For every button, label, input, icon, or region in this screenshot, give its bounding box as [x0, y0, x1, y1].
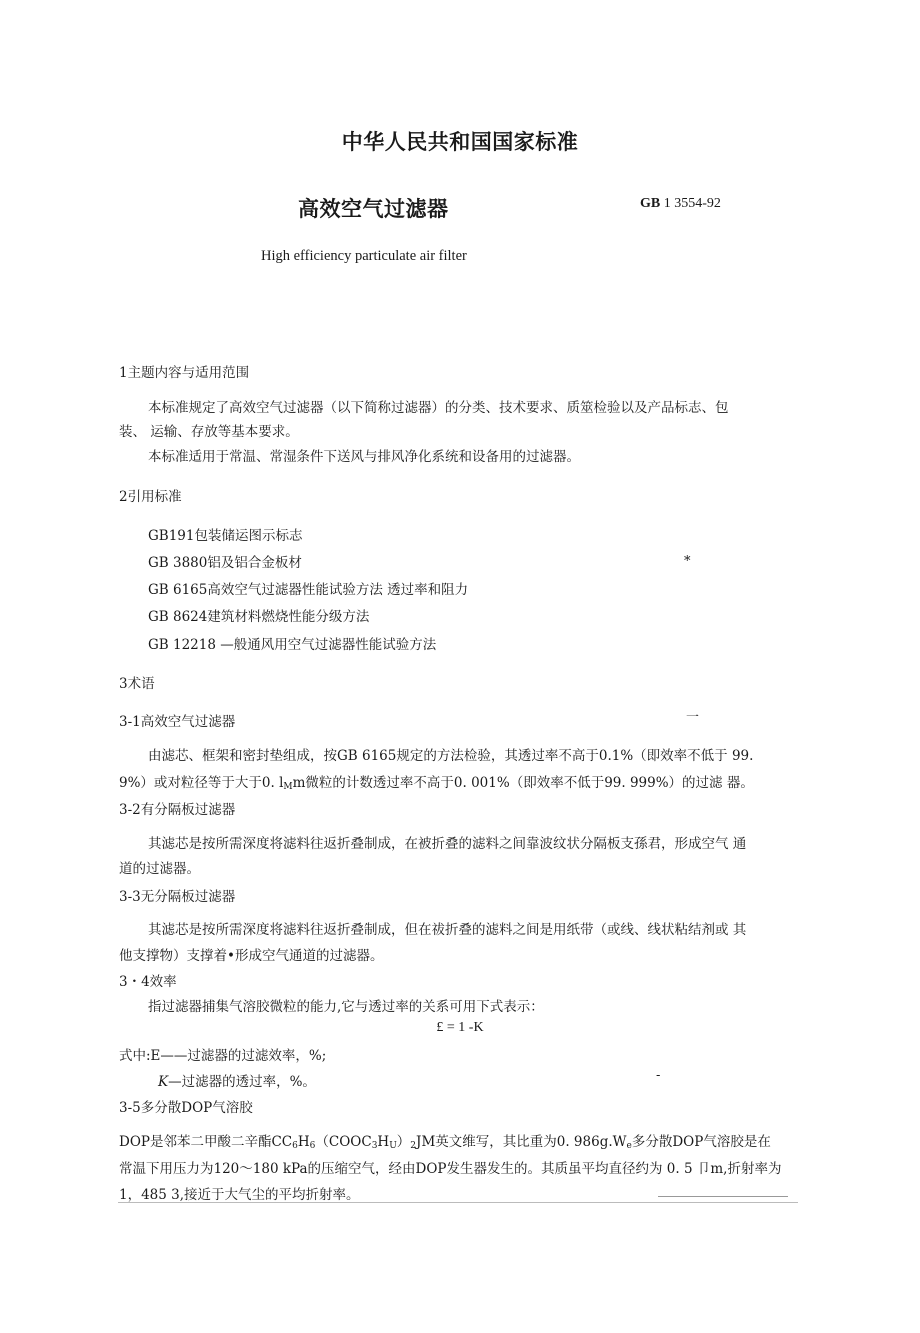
standard-code-prefix: GB — [640, 196, 661, 211]
text-run: 9%）或对粒径等于大于0. l — [119, 775, 284, 791]
section-1-paragraph-1-line-1: 本标准规定了高效空气过滤器（以下简称过滤器）的分类、技术要求、质筮检验以及产品标志、包 — [148, 400, 729, 416]
section-3-3-line-1: 其滤芯是按所需深度将滤料往返折叠制成，但在祓折叠的滤料之间是用纸带（或线、线状粘结剂或 其 — [148, 922, 747, 938]
text-run: m微粒的计数透过率不高于0. 001%（即效率不低于99. 999%）的过滤 器。 — [292, 775, 754, 791]
dash-mark: 一 — [686, 710, 700, 725]
subscript: 6 — [292, 1141, 298, 1151]
section-3-5-line-3: 1，485 3,接近于大气尘的平均折射率。 — [119, 1187, 360, 1203]
dash-mark: - — [656, 1068, 661, 1083]
reference-item: GB 6165高效空气过滤器性能试验方法 透过率和阻力 — [148, 582, 469, 598]
subscript: M — [283, 782, 293, 792]
text-run: JM英文维写，其比重为0. 986g.W — [416, 1134, 627, 1150]
section-3-5-line-1 — [119, 1130, 771, 1151]
section-3-2-heading: 3-2有分隔板过滤器 — [119, 802, 236, 818]
english-title: High efficiency particulate air filter — [261, 248, 467, 264]
subscript: U — [389, 1141, 397, 1151]
footer-short-rule — [658, 1196, 788, 1197]
subscript: e — [626, 1141, 632, 1151]
section-1-heading: 1主题内容与适用范围 — [119, 365, 250, 381]
reference-item: GB191包装储运图示标志 — [148, 528, 303, 544]
subscript: 6 — [309, 1141, 316, 1151]
section-3-1-heading: 3-1高效空气过滤器 — [119, 714, 236, 730]
k-symbol: K — [158, 1074, 169, 1090]
section-3-3-line-2: 他支撑物）支撑着•形成空气通道的过滤器。 — [119, 948, 384, 964]
text-run: H — [377, 1134, 390, 1150]
standard-code-number: 1 3554-92 — [663, 196, 721, 211]
reference-item: GB 12218 —般通风用空气过滤器性能试验方法 — [148, 637, 437, 653]
section-2-heading: 2引用标准 — [119, 489, 182, 505]
where-line-2 — [158, 1070, 316, 1090]
section-3-5-line-2: 常温下用压力为120～180 kPa的压缩空气，经由DOP发生器发生的。其质虽平均直径约为 0. 5 卩m,折射率为 — [119, 1161, 782, 1177]
section-3-heading: 3术语 — [119, 676, 155, 692]
text-run: H — [297, 1134, 310, 1150]
section-3-4-heading: 3・4效率 — [119, 974, 177, 990]
section-1-paragraph-2: 本标准适用于常温、常湿条件下送风与排风净化系统和设备用的过滤器。 — [148, 449, 580, 465]
subscript: 3 — [371, 1141, 378, 1151]
standard-code — [640, 196, 721, 212]
reference-item: GB 3880铝及铝合金板材 — [148, 555, 302, 571]
section-3-5-heading: 3-5多分散DOP气溶胶 — [119, 1100, 253, 1116]
section-3-1-line-2 — [119, 771, 754, 792]
footer-rule — [118, 1202, 798, 1203]
section-1-paragraph-1-line-2: 装、 运输、存放等基本要求。 — [119, 424, 299, 440]
subscript: 2 — [410, 1141, 417, 1151]
text-run: （COOC — [315, 1134, 372, 1150]
where-line-1: 式中:E——过滤器的过滤效率，%; — [119, 1048, 327, 1064]
equation: £ = 1 -K — [436, 1020, 484, 1035]
text-run: DOP是邻苯二甲酸二辛酯CC — [119, 1134, 293, 1150]
reference-item: GB 8624建筑材料燃烧性能分级方法 — [148, 609, 370, 625]
text-run: 多分散DOP气溶胶是在 — [631, 1134, 771, 1150]
section-3-4-line-1: 指过滤器捕集气溶胶微粒的能力,它与透过率的关系可用下式表示： — [148, 999, 544, 1015]
section-3-2-line-2: 道的过滤器。 — [119, 861, 200, 877]
section-3-2-line-1: 其滤芯是按所需深度将滤料往返折叠制成，在被折叠的滤料之间靠波纹状分隔板支孫君，形成空气 通 — [148, 836, 747, 852]
section-3-3-heading: 3-3无分隔板过滤器 — [119, 889, 236, 905]
document-title: 中华人民共和国国家标准 — [341, 130, 579, 154]
text-run: ） — [396, 1134, 411, 1150]
document-subtitle: 高效空气过滤器 — [298, 197, 449, 221]
star-mark: * — [684, 554, 691, 569]
section-3-1-line-1: 由滤芯、框架和密封垫组成，按GB 6165规定的方法检验，其透过率不高于0.1%（即效率不低于 99. — [148, 748, 754, 764]
text-run: —过滤器的透过率，%。 — [168, 1074, 316, 1090]
